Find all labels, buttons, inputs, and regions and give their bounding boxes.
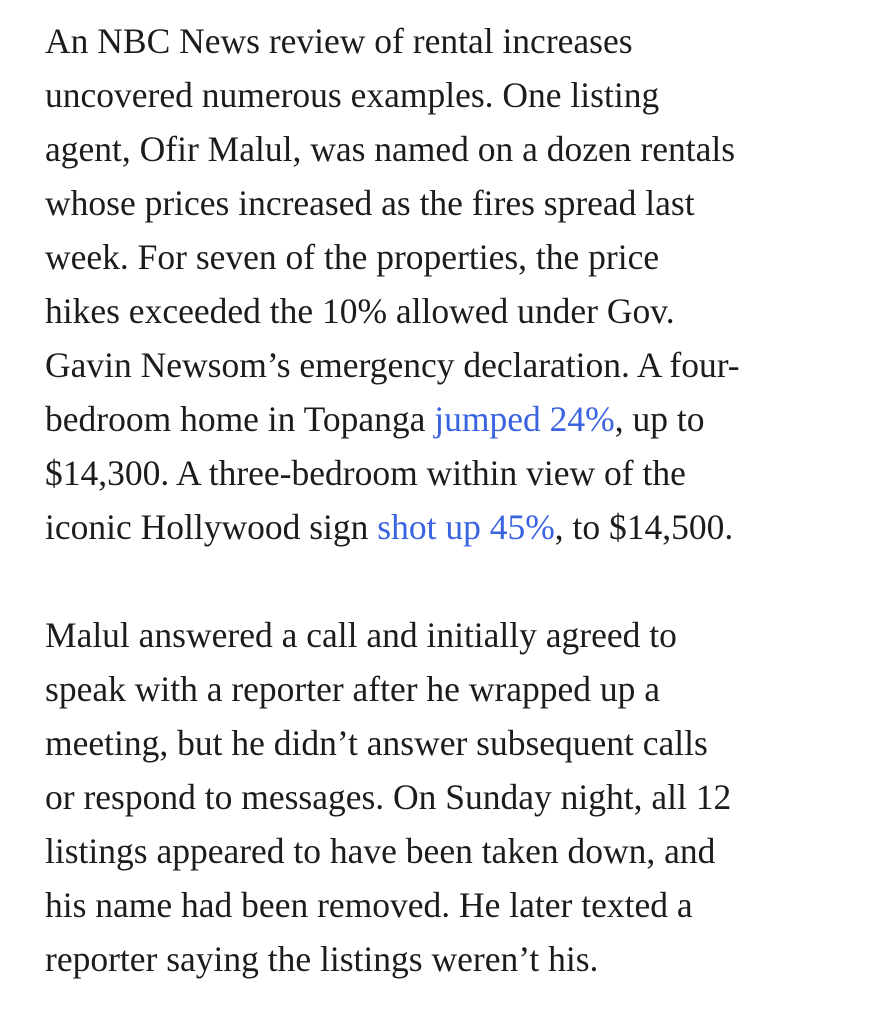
shot-up-45-link[interactable]: shot up 45% — [377, 507, 555, 547]
text-line: reporter saying the listings weren’t his. — [45, 939, 599, 979]
text-line: speak with a reporter after he wrapped up a — [45, 669, 661, 709]
text-segment: , up to — [614, 399, 705, 439]
text-line: meeting, but he didn’t answer subsequent calls — [45, 723, 708, 763]
text-segment: bedroom home in Topanga — [45, 399, 435, 439]
text-line — [45, 500, 865, 554]
text-line: $14,300. A three-bedroom within view of the — [45, 453, 686, 493]
text-line: Malul answered a call and initially agreed to — [45, 615, 677, 655]
text-line: An NBC News review of rental increases — [45, 21, 633, 61]
text-line: uncovered numerous examples. One listing — [45, 75, 660, 115]
text-line: listings appeared to have been taken down, and — [45, 831, 716, 871]
article-body — [45, 14, 865, 986]
text-line: or respond to messages. On Sunday night, all 12 — [45, 777, 732, 817]
text-line — [45, 392, 865, 446]
jumped-24-link[interactable]: jumped 24% — [434, 399, 615, 439]
text-line: his name had been removed. He later texted a — [45, 885, 693, 925]
text-line: whose prices increased as the fires spread last — [45, 183, 695, 223]
text-line: agent, Ofir Malul, was named on a dozen rentals — [45, 129, 736, 169]
paragraph-malul-response — [45, 608, 865, 986]
text-segment: iconic Hollywood sign — [45, 507, 378, 547]
text-line: Gavin Newsom’s emergency declaration. A four- — [45, 345, 740, 385]
text-line: week. For seven of the properties, the price — [45, 237, 660, 277]
text-segment: , to $14,500. — [554, 507, 734, 547]
text-line: hikes exceeded the 10% allowed under Gov. — [45, 291, 675, 331]
paragraph-rental-increases — [45, 14, 865, 554]
